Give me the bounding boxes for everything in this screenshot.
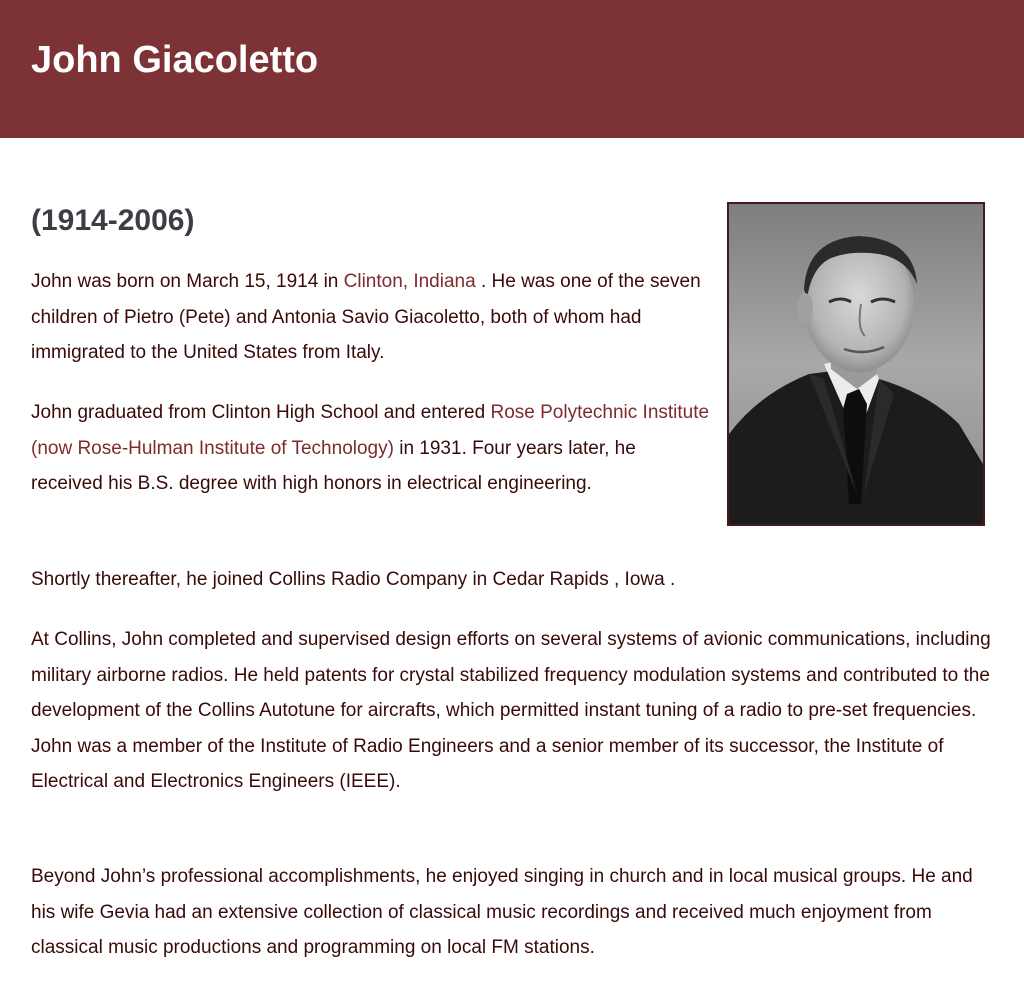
bio-paragraph-education — [31, 395, 711, 502]
p1-text-after: . He was one of the seven children of Pietro (Pete) and Antonia Savio Giacoletto, both of whom had immigrated to the United States from Italy. — [31, 271, 701, 363]
rose-polytechnic-link[interactable]: Rose Polytechnic Institute (now Rose-Hulman Institute of Technology) — [31, 402, 710, 459]
bio-paragraph-personal: Beyond John’s professional accomplishments, he enjoyed singing in church and in local musical groups. He and his wife Gevia had an extensive collection of classical music recordings and received much enjoyment from classical music productions and programming on local FM stations. — [31, 866, 973, 958]
p1-text-before: John was born on March 15, 1914 in — [31, 271, 344, 292]
p2-text-before: John graduated from Clinton High School and entered — [31, 402, 491, 423]
page-header — [0, 0, 1024, 138]
bio-paragraph-birth — [31, 264, 711, 371]
clinton-indiana-link[interactable]: Clinton, Indiana — [343, 271, 476, 292]
page-title: John Giacoletto — [31, 39, 319, 81]
lifespan-heading: (1914-2006) — [31, 204, 195, 237]
portrait-photo — [727, 202, 985, 526]
portrait-photo-icon — [729, 204, 983, 524]
p2-text-after: in 1931. Four years later, he received his B.S. degree with high honors in electrical engineering. — [31, 437, 636, 494]
bio-paragraph-collins-career: At Collins, John completed and supervised design efforts on several systems of avionic communications, including military airborne radios. He held patents for crystal stabilized frequency modulation systems and contributed to the development of the Collins Autotune for aircrafts, which permitted instant tuning of a radio to pre-set frequencies. John was a member of the Institute of Radio Engineers and a senior member of its successor, the Institute of Electrical and Electronics Engineers (IEEE). — [31, 629, 991, 792]
bio-paragraph-collins-join: Shortly thereafter, he joined Collins Radio Company in Cedar Rapids , Iowa . — [31, 569, 676, 590]
